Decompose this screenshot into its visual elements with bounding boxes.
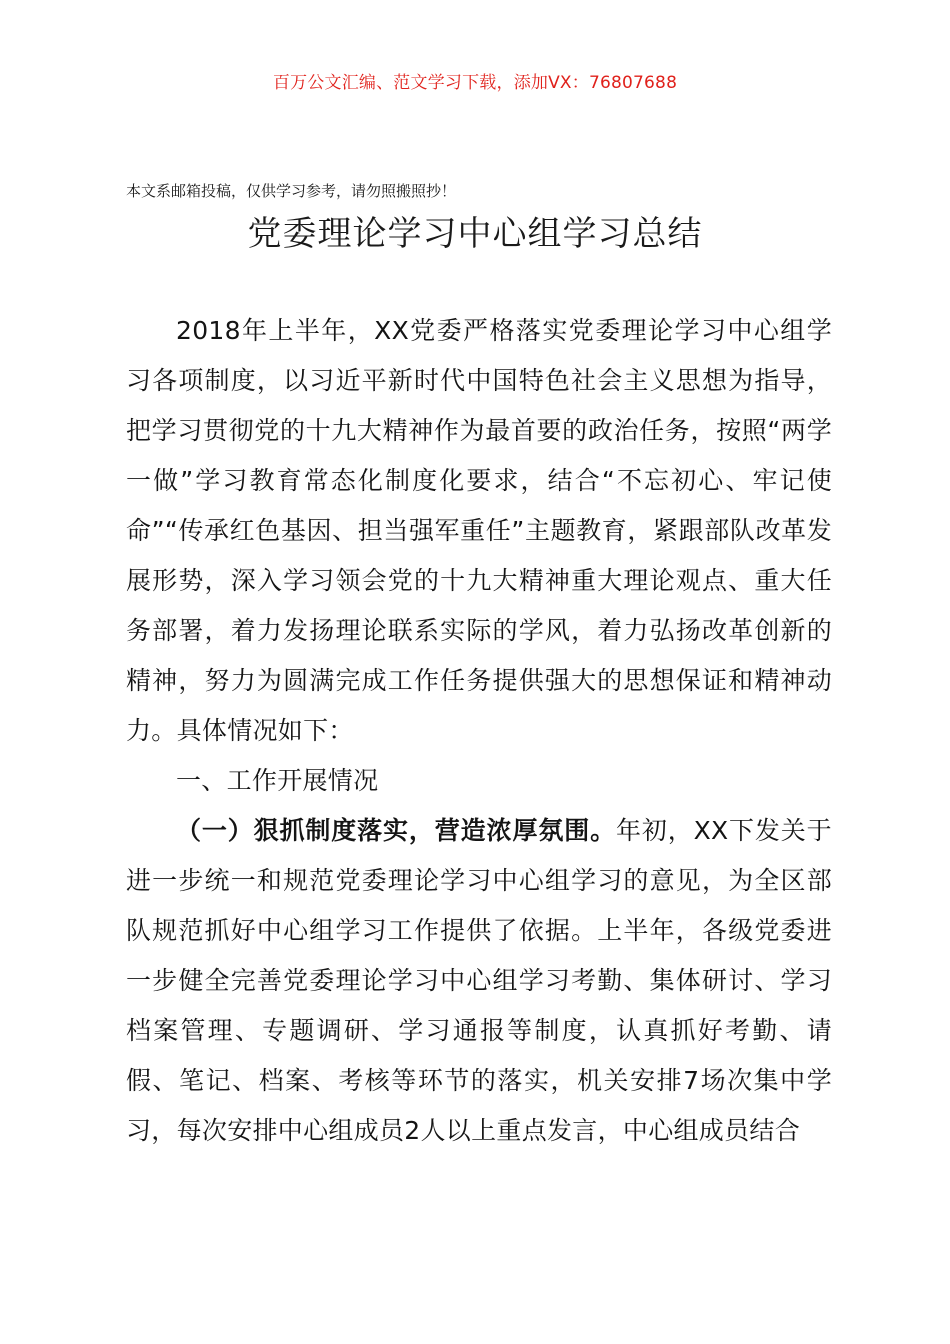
header-watermark: 百万公文汇编、范文学习下载，添加VX：76807688 — [272, 73, 678, 93]
document-title: 党委理论学习中心组学习总结 — [247, 214, 703, 254]
subsection-paragraph — [126, 806, 832, 1156]
subsection-body: 年初，XX下发关于进一步统一和规范党委理论学习中心组学习的意见，为全区部队规范抓好中心组学习工作提供了依据。上半年，各级党委进一步健全完善党委理论学习中心组学习考勤、集体研讨、学习档案管理、专题调研、学习通报等制度，认真抓好考勤、请假、笔记、档案、考核等环节的落实，机关安排7场次集中学习，每次安排中心组成员2人以上重点发言，中心组成员结合 — [126, 816, 832, 1145]
submission-notice: 本文系邮箱投稿，仅供学习参考，请勿照搬照抄！ — [126, 182, 457, 200]
document-body — [126, 306, 832, 1156]
intro-paragraph: 2018年上半年，XX党委严格落实党委理论学习中心组学习各项制度，以习近平新时代中国特色社会主义思想为指导，把学习贯彻党的十九大精神作为最首要的政治任务，按照“两学一做”学习教育常态化制度化要求，结合“不忘初心、牢记使命”“传承红色基因、担当强军重任”主题教育，紧跟部队改革发展形势，深入学习领会党的十九大精神重大理论观点、重大任务部署，着力发扬理论联系实际的学风，着力弘扬改革创新的精神，努力为圆满完成工作任务提供强大的思想保证和精神动力。具体情况如下： — [126, 316, 832, 745]
section-heading: 一、工作开展情况 — [176, 766, 379, 795]
subsection-lead: （一）狠抓制度落实，营造浓厚氛围。 — [176, 816, 616, 845]
